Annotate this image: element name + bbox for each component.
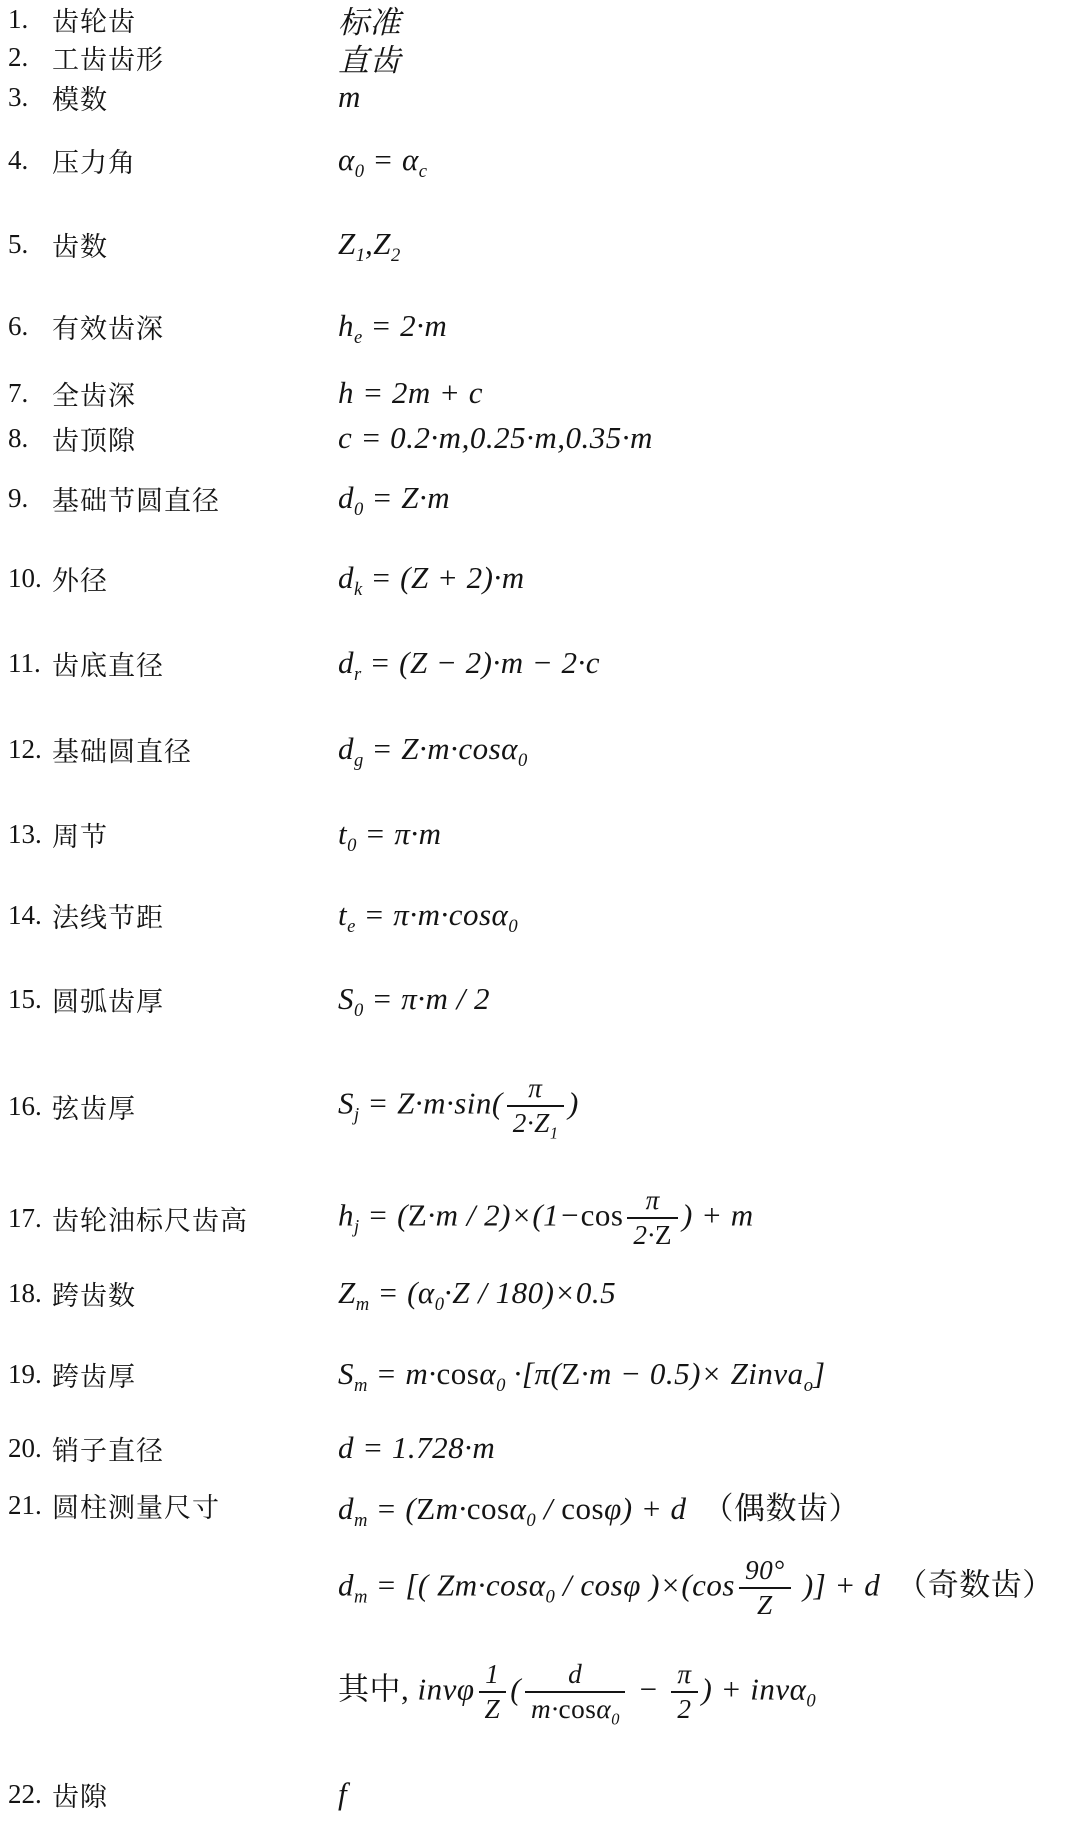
item-formula: $\alpha_0 = \alpha_c$ bbox=[338, 142, 428, 183]
item-label: 全齿深 bbox=[52, 380, 136, 411]
fraction: $\frac{1}{Z}$ bbox=[479, 1661, 507, 1724]
formula-continuation-row bbox=[0, 1546, 1080, 1630]
item-formula: $S_0 = \pi\cdot m / 2$ bbox=[338, 981, 490, 1022]
item-label: 销子直径 bbox=[52, 1435, 164, 1466]
item-formula: $d_0 = Z\cdot m$ bbox=[338, 480, 451, 521]
item-label: 基础节圆直径 bbox=[52, 485, 220, 516]
item-number: 18. bbox=[8, 1277, 42, 1308]
item-label: 跨齿数 bbox=[52, 1280, 136, 1311]
item-formula: h = 2m + c bbox=[338, 375, 483, 410]
formula-row bbox=[0, 473, 1080, 523]
fraction: $\frac{\pi}{2\cdot Z}$ bbox=[627, 1187, 678, 1250]
item-number: 2. bbox=[8, 41, 29, 72]
item-label: 圆弧齿厚 bbox=[52, 986, 164, 1017]
formula-row bbox=[0, 1062, 1080, 1150]
item-formula: f bbox=[338, 1776, 348, 1811]
formula-row bbox=[0, 38, 1080, 76]
fraction: $\frac{90^\circ}{Z}$ bbox=[739, 1557, 791, 1620]
item-number: 10. bbox=[8, 562, 42, 593]
formula-row bbox=[0, 414, 1080, 462]
item-formula: $Z_m = (\alpha_0\cdot Z / 180)\times 0.5$ bbox=[338, 1275, 617, 1316]
formula-row bbox=[0, 302, 1080, 350]
item-number: 13. bbox=[8, 818, 42, 849]
item-formula: c = 0.2·m,0.25·m,0.35·m bbox=[338, 420, 653, 455]
formula-continuation-row bbox=[0, 1650, 1080, 1734]
item-formula: 其中, invφ $\frac{1}{Z}$ ( $\frac{d}{m\cdot\cos\alpha_0}$ − $\frac{\pi}{2}$ ) + invα$_0$ bbox=[338, 1658, 816, 1729]
formula-row bbox=[0, 0, 1080, 38]
item-label: 跨齿厚 bbox=[52, 1361, 136, 1392]
item-number: 4. bbox=[8, 144, 29, 175]
fraction: $\frac{\pi}{2}$ bbox=[671, 1661, 697, 1724]
item-number: 7. bbox=[8, 377, 29, 408]
formula-row bbox=[0, 369, 1080, 417]
item-label: 弦齿厚 bbox=[52, 1093, 136, 1124]
item-formula: m bbox=[338, 79, 361, 114]
item-number: 22. bbox=[8, 1778, 42, 1809]
item-number: 1. bbox=[8, 3, 29, 34]
item-number: 9. bbox=[8, 482, 29, 513]
formula-row bbox=[0, 134, 1080, 186]
item-label: 齿底直径 bbox=[52, 650, 164, 681]
formula-row bbox=[0, 890, 1080, 940]
item-label: 有效齿深 bbox=[52, 313, 164, 344]
item-number: 15. bbox=[8, 983, 42, 1014]
item-formula: $t_0 = \pi\cdot m$ bbox=[338, 816, 442, 857]
fraction: $\frac{d}{m\cdot\cos\alpha_0}$ bbox=[525, 1661, 625, 1724]
item-label: 齿轮油标尺齿高 bbox=[52, 1205, 248, 1236]
item-number: 19. bbox=[8, 1358, 42, 1389]
item-label: 圆柱测量尺寸 bbox=[52, 1492, 220, 1523]
formula-row bbox=[0, 1769, 1080, 1819]
formula-row bbox=[0, 76, 1080, 118]
item-label: 周节 bbox=[52, 821, 108, 852]
item-formula: 直齿 bbox=[338, 42, 401, 78]
item-formula: 标准 bbox=[338, 4, 401, 40]
formula-row bbox=[0, 1174, 1080, 1262]
item-number: 3. bbox=[8, 81, 29, 112]
item-number: 14. bbox=[8, 899, 42, 930]
formula-row bbox=[0, 1349, 1080, 1399]
item-number: 11. bbox=[8, 647, 41, 678]
item-label: 齿数 bbox=[52, 231, 108, 262]
formula-row bbox=[0, 638, 1080, 688]
item-formula: $Z_1,Z_2$ bbox=[338, 226, 401, 267]
item-label: 外径 bbox=[52, 565, 108, 596]
formula-row bbox=[0, 218, 1080, 270]
item-number: 8. bbox=[8, 422, 29, 453]
formula-row bbox=[0, 974, 1080, 1024]
item-label: 齿顶隙 bbox=[52, 425, 136, 456]
fraction: $\frac{\pi}{2\cdot Z_1}$ bbox=[507, 1075, 564, 1138]
item-number: 20. bbox=[8, 1432, 42, 1463]
item-formula: $d_k = (Z + 2)\cdot m$ bbox=[338, 560, 525, 601]
item-number: 5. bbox=[8, 228, 29, 259]
item-number: 16. bbox=[8, 1090, 42, 1121]
item-formula: $d_g = Z\cdot m\cdot\cos\alpha_0$ bbox=[338, 731, 528, 772]
item-number: 6. bbox=[8, 310, 29, 341]
item-formula: $t_e = \pi\cdot m\cdot\cos\alpha_0$ bbox=[338, 897, 518, 938]
formula-row bbox=[0, 809, 1080, 859]
item-label: 法线节距 bbox=[52, 902, 164, 933]
item-formula: $h_j = (Z\cdot m / 2)\times(1-\cos$ $\frac{\pi}{2\cdot Z}$ ) + m bbox=[338, 1184, 754, 1250]
item-label: 基础圆直径 bbox=[52, 736, 192, 767]
item-formula: $S_m = m\cdot\cos\alpha_0 \cdot[\pi(Z\cdot m - 0.5)\times$ Zinva$_o$] bbox=[338, 1356, 826, 1397]
item-label: 齿轮齿 bbox=[52, 6, 136, 37]
item-formula: $h_e = 2\cdot m$ bbox=[338, 308, 448, 349]
formula-row bbox=[0, 1423, 1080, 1473]
item-formula: $d_m = (Zm\cdot\cos\alpha_0 / \cos\varphi) + d$ （偶数齿） bbox=[338, 1490, 861, 1531]
item-number: 21. bbox=[8, 1489, 42, 1520]
item-label: 压力角 bbox=[52, 147, 136, 178]
item-label: 齿隙 bbox=[52, 1781, 108, 1812]
item-formula: $S_j = Z\cdot m\cdot\sin$( $\frac{\pi}{2\cdot Z_1}$ ) bbox=[338, 1072, 579, 1143]
item-formula: $d_m$ = [( Zm·cosα$_0$ / cosφ )×(cos $\frac{90^\circ}{Z}$ )] + d （奇数齿） bbox=[338, 1554, 1054, 1620]
item-formula: $d_r = (Z - 2)\cdot m - 2\cdot c$ bbox=[338, 645, 601, 686]
item-number: 17. bbox=[8, 1202, 42, 1233]
formula-row bbox=[0, 1268, 1080, 1318]
item-formula: d = 1.728·m bbox=[338, 1430, 496, 1465]
formula-row bbox=[0, 1480, 1080, 1530]
item-label: 模数 bbox=[52, 84, 108, 115]
formula-row bbox=[0, 723, 1080, 775]
item-label: 工齿齿形 bbox=[52, 44, 164, 75]
formula-row bbox=[0, 553, 1080, 603]
item-number: 12. bbox=[8, 733, 42, 764]
